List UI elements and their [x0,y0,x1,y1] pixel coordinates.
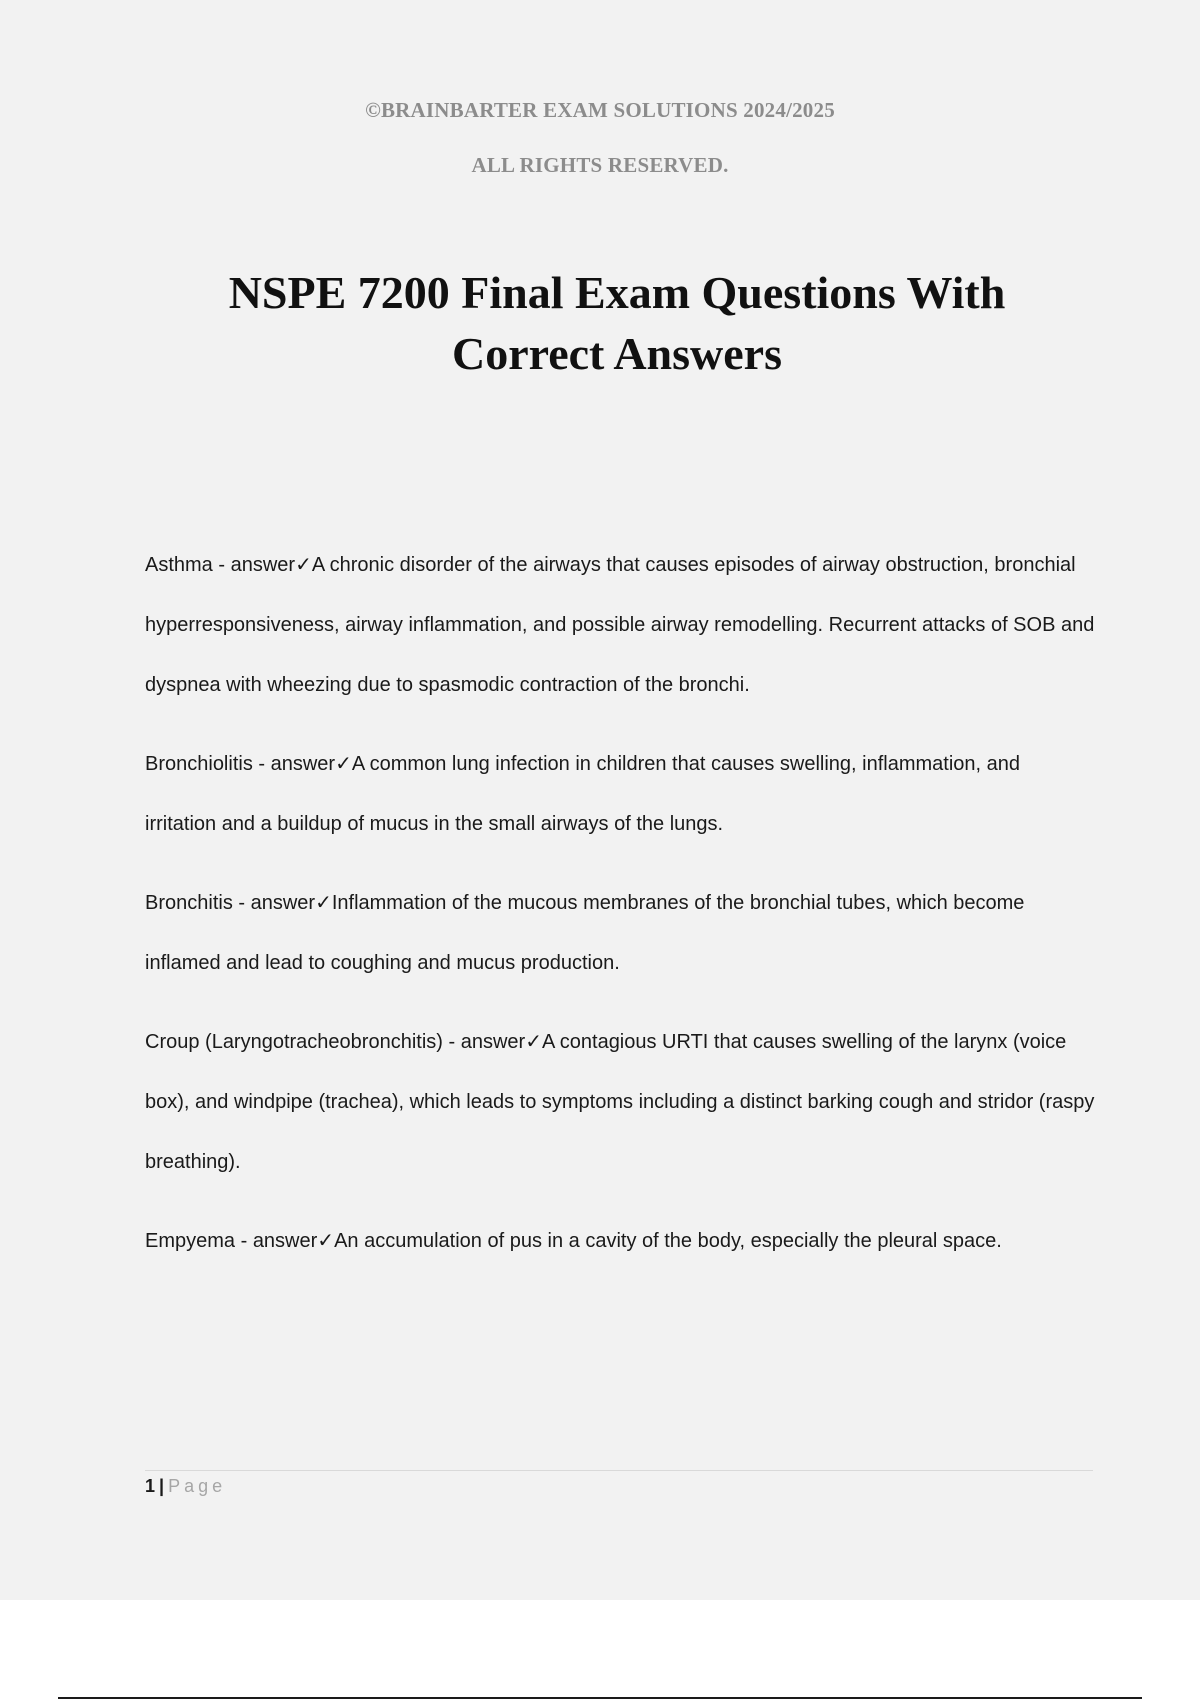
definition: A common lung infection in children that causes swelling, inflammation, and irritation and a buildup of mucus in the small airways of the lungs. [145,753,1020,835]
title-line-1: NSPE 7200 Final Exam Questions With [228,267,1006,318]
copyright-header: ©BRAINBARTER EXAM SOLUTIONS 2024/2025 [365,98,835,122]
footer-separator: | [159,1476,165,1496]
answer-marker: answer [460,1031,526,1053]
answer-marker: answer [270,753,336,775]
term: Croup (Laryngotracheobronchitis) [145,1031,443,1053]
page-number: 1 [145,1476,156,1496]
answer-marker: answer [252,1230,318,1252]
term: Bronchitis [145,892,233,914]
qa-entry: Croup (Laryngotracheobronchitis) - answer✓A contagious URTI that causes swelling of the larynx (voice box), and windpipe (trachea), which leads to symptoms including a distinct barking cough and stridor (raspy breathing). [145,1029,1095,1173]
qa-entry: Bronchiolitis - answer✓A common lung infection in children that causes swelling, inflammation, and irritation and a buildup of mucus in the small airways of the lungs. [145,751,1020,835]
term: Asthma [145,554,213,576]
checkmark-icon: ✓ [525,1029,542,1053]
qa-list [145,534,1095,1289]
definition: Inflammation of the mucous membranes of the bronchial tubes, which become inflamed and lead to coughing and mucus production. [145,892,1025,974]
qa-entry: Empyema - answer✓An accumulation of pus in a cavity of the body, especially the pleural space. [145,1228,1002,1252]
checkmark-icon: ✓ [295,552,312,576]
checkmark-icon: ✓ [335,751,352,775]
footer-divider [145,1470,1093,1471]
page-footer [145,1476,226,1497]
answer-marker: answer [250,892,316,914]
bottom-divider [58,1697,1142,1699]
definition: A contagious URTI that causes swelling of the larynx (voice box), and windpipe (trachea), which leads to symptoms including a distinct barking cough and stridor (raspy breathing). [145,1031,1095,1173]
term: Empyema [145,1230,236,1252]
page-label: Page [168,1476,227,1496]
rights-header: ALL RIGHTS RESERVED. [471,153,729,177]
definition: An accumulation of pus in a cavity of the body, especially the pleural space. [334,1230,1002,1252]
checkmark-icon: ✓ [317,1228,335,1252]
document-title [0,262,1200,384]
definition: A chronic disorder of the airways that causes episodes of airway obstruction, bronchial hyperresponsiveness, airway inflammation, and possible airway remodelling. Recurrent attacks of SOB and dyspnea with wheezing due to spasmodic contraction of the bronchi. [145,554,1095,696]
qa-entry: Asthma - answer✓A chronic disorder of the airways that causes episodes of airway obstruction, bronchial hyperresponsiveness, airway inflammation, and possible airway remodelling. Recurrent attacks of SOB and dyspnea with wheezing due to spasmodic contraction of the bronchi. [145,552,1095,696]
qa-entry: Bronchitis - answer✓Inflammation of the mucous membranes of the bronchial tubes, which become inflamed and lead to coughing and mucus production. [145,890,1025,974]
term: Bronchiolitis [145,753,253,775]
answer-marker: answer [230,554,296,576]
title-line-2: Correct Answers [452,328,782,379]
checkmark-icon: ✓ [315,890,332,914]
